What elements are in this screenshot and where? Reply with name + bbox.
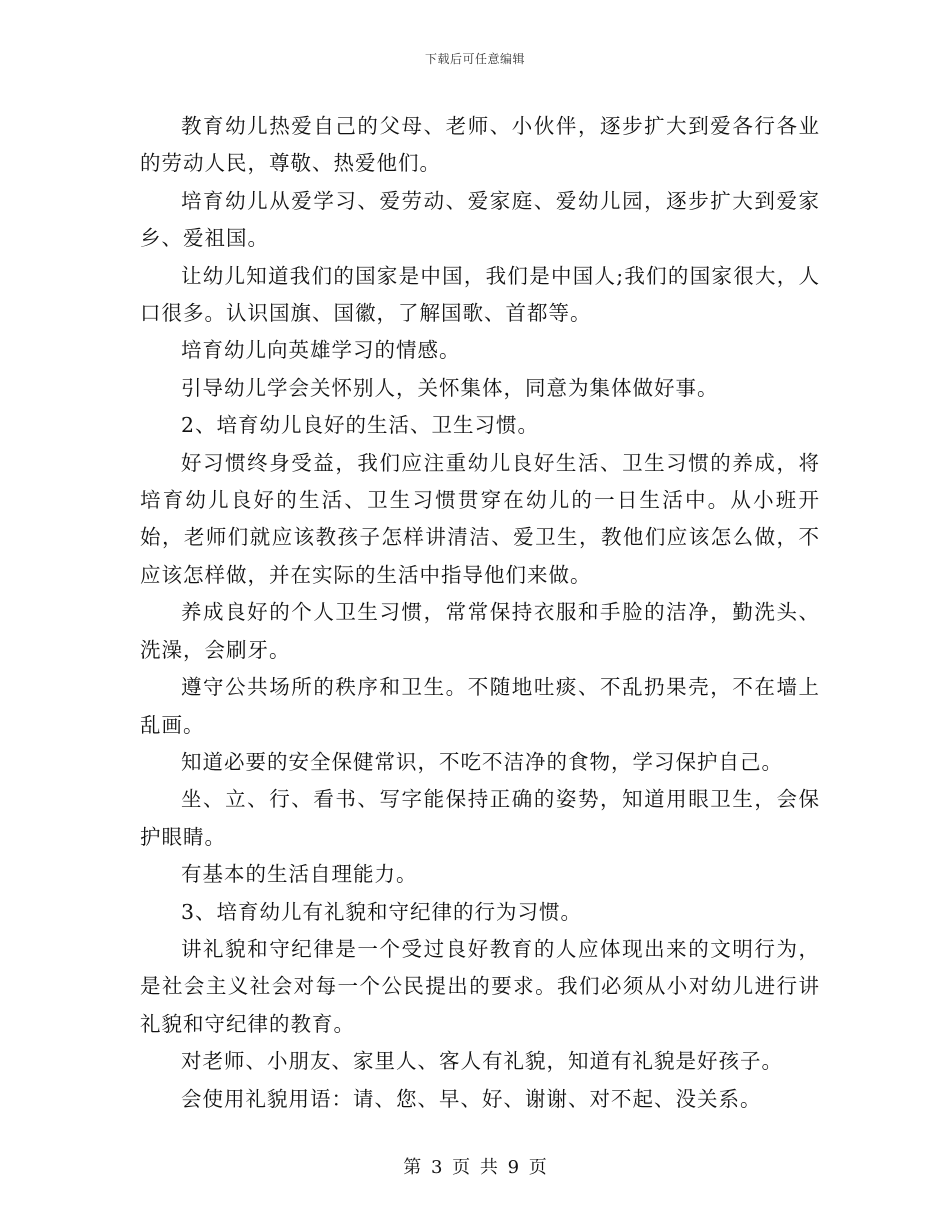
paragraph: 会使用礼貌用语：请、您、早、好、谢谢、对不起、没关系。	[181, 1086, 762, 1111]
section-heading: 3、培育幼儿有礼貌和守纪律的行为习惯。	[181, 899, 583, 924]
paragraph: 教育幼儿热爱自己的父母、老师、小伙伴，逐步扩大到爱各行各业的劳动人民，尊敬、热爱他们。	[140, 114, 820, 176]
paragraph: 有基本的生活自理能力。	[181, 862, 418, 887]
paragraph: 讲礼貌和守纪律是一个受过良好教育的人应体现出来的文明行为，是社会主义社会对每一个公民提出的要求。我们必须从小对幼儿进行讲礼貌和守纪律的教育。	[140, 936, 820, 1036]
page-footer: 第 3 页 共 9 页	[403, 1157, 547, 1178]
paragraph: 培育幼儿向英雄学习的情感。	[181, 338, 461, 363]
document-body	[140, 108, 820, 1118]
paragraph: 知道必要的安全保健常识，不吃不洁净的食物，学习保护自己。	[181, 749, 783, 774]
paragraph: 培育幼儿从爱学习、爱劳动、爱家庭、爱幼儿园，逐步扩大到爱家乡、爱祖国。	[140, 188, 820, 251]
paragraph: 引导幼儿学会关怀别人，关怀集体，同意为集体做好事。	[181, 375, 719, 400]
section-heading: 2、培育幼儿良好的生活、卫生习惯。	[181, 413, 540, 438]
paragraph: 让幼儿知道我们的国家是中国，我们是中国人;我们的国家很大，人口很多。认识国旗、国徽，了解国歌、首都等。	[140, 263, 820, 326]
paragraph: 对老师、小朋友、家里人、客人有礼貌，知道有礼貌是好孩子。	[181, 1049, 783, 1074]
paragraph: 坐、立、行、看书、写字能保持正确的姿势，知道用眼卫生，会保护眼睛。	[140, 787, 820, 849]
paragraph: 遵守公共场所的秩序和卫生。不随地吐痰、不乱扔果壳，不在墙上乱画。	[140, 675, 820, 737]
page-header: 下载后可任意编辑	[424, 52, 525, 66]
paragraph: 养成良好的个人卫生习惯，常常保持衣服和手脸的洁净，勤洗头、洗澡，会刷牙。	[140, 600, 820, 662]
paragraph: 好习惯终身受益，我们应注重幼儿良好生活、卫生习惯的养成，将培育幼儿良好的生活、卫生习惯贯穿在幼儿的一日生活中。从小班开始，老师们就应该教孩子怎样讲清洁、爱卫生，教他们应该怎么做，不应该怎样做，并在实际的生活中指导他们来做。	[140, 450, 820, 587]
